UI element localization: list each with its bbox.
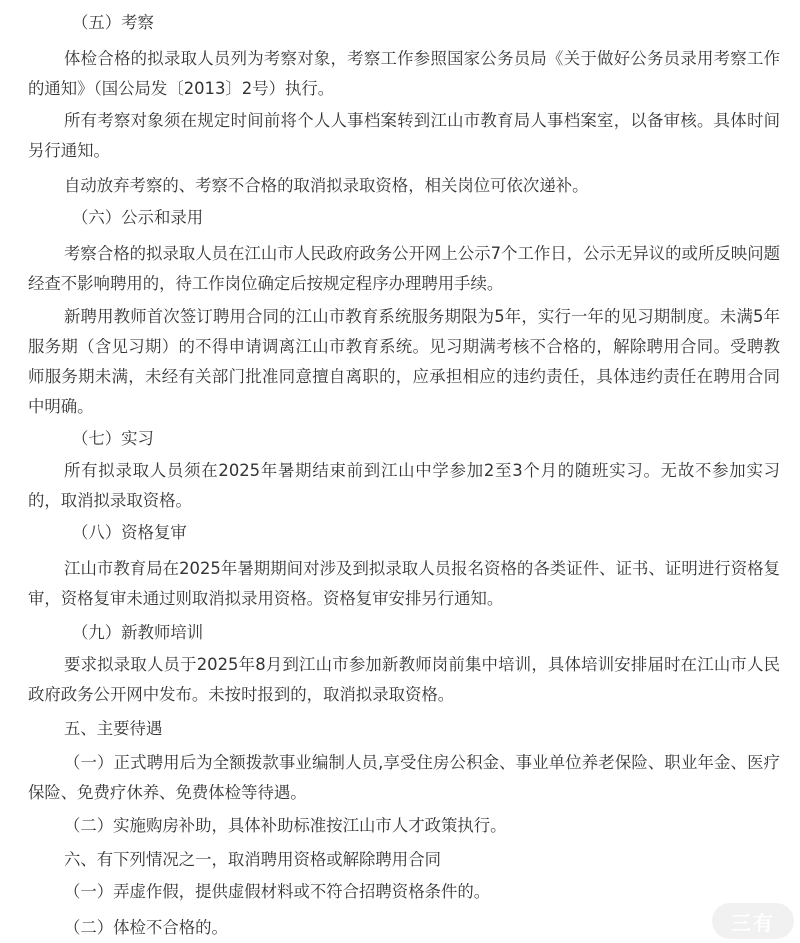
paragraph: （二）实施购房补助，具体补助标准按江山市人才政策执行。 <box>64 816 507 835</box>
paragraph: 考察合格的拟录取人员在江山市人民政府政务公开网上公示7个工作日，公示无异议的或所反映问题经查不影响聘用的，待工作岗位确定后按规定程序办理聘用手续。 <box>28 244 780 293</box>
paragraph: 江山市教育局在2025年暑期期间对涉及到拟录取人员报名资格的各类证件、证书、证明进行资格复审，资格复审未通过则取消拟录用资格。资格复审安排另行通知。 <box>28 559 780 608</box>
paragraph: 所有考察对象须在规定时间前将个人人事档案转到江山市教育局人事档案室，以备审核。具体时间另行通知。 <box>28 111 780 160</box>
watermark-text: 三有 <box>731 910 775 935</box>
section-heading-qualification-review: （八）资格复审 <box>72 523 187 542</box>
section-heading-disqualification: 六、有下列情况之一，取消聘用资格或解除聘用合同 <box>64 850 441 869</box>
section-heading-inspection: （五）考察 <box>72 13 154 32</box>
section-heading-benefits: 五、主要待遇 <box>64 719 163 738</box>
section-heading-training: （九）新教师培训 <box>72 623 204 642</box>
paragraph: （一）正式聘用后为全额拨款事业编制人员,享受住房公积金、事业单位养老保险、职业年金、医疗保险、免费疗休养、免费体检等待遇。 <box>28 753 780 802</box>
paragraph: 要求拟录取人员于2025年8月到江山市参加新教师岗前集中培训，具体培训安排届时在江山市人民政府政务公开网中发布。未按时报到的，取消拟录取资格。 <box>28 655 780 704</box>
paragraph: 自动放弃考察的、考察不合格的取消拟录取资格，相关岗位可依次递补。 <box>64 176 589 195</box>
section-heading-publicity: （六）公示和录用 <box>72 208 204 227</box>
paragraph: 所有拟录取人员须在2025年暑期结束前到江山中学参加2至3个月的随班实习。无故不参加实习的，取消拟录取资格。 <box>28 461 780 510</box>
section-heading-internship: （七）实习 <box>72 429 154 448</box>
paragraph: （一）弄虚作假，提供虚假材料或不符合招聘资格条件的。 <box>64 882 491 901</box>
paragraph: 体检合格的拟录取人员列为考察对象，考察工作参照国家公务员局《关于做好公务员录用考察工作的通知》（国公局发〔2013〕2号）执行。 <box>28 49 780 98</box>
watermark-logo <box>712 903 794 939</box>
paragraph: 新聘用教师首次签订聘用合同的江山市教育系统服务期限为5年，实行一年的见习期制度。未满5年服务期（含见习期）的不得申请调离江山市教育系统。见习期满考核不合格的，解除聘用合同。受聘教师服务期未满，未经有关部门批准同意擅自离职的，应承担相应的违约责任，具体违约责任在聘用合同中明确。 <box>28 307 780 416</box>
paragraph: （二）体检不合格的。 <box>64 918 228 937</box>
